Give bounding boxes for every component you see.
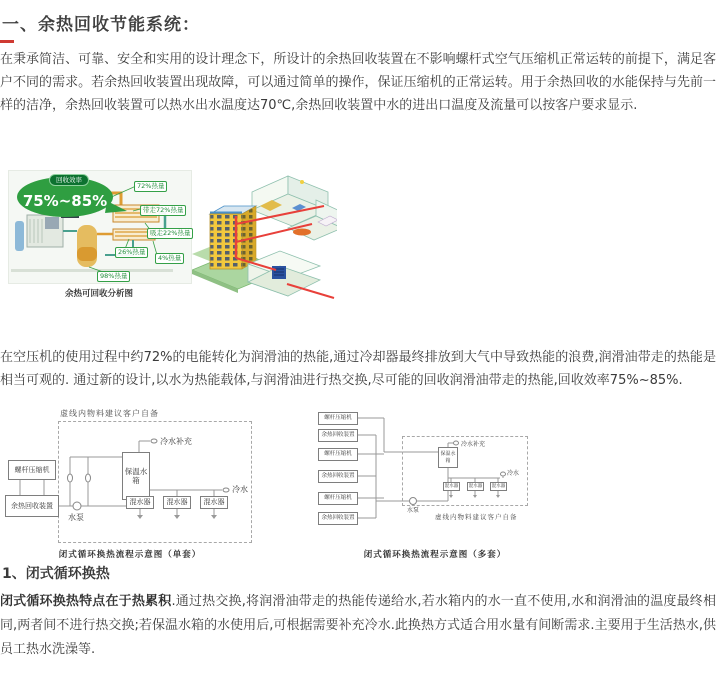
mixer-box-2: 混水器 [163, 496, 191, 509]
closed-loop-body: .通过热交换,将润滑油带走的热能传递给水,若水箱内的水一直不使用,水和润滑油的温度最终相同,两者间不进行热交换;若保温水箱的水使用后,可根据需要补充冷水.此换热方式适合用水量有间断需求.主要用于生活热水,供员工热水洗澡等. [0, 594, 716, 657]
cold-water-supply-label: 冷水补充 [160, 437, 192, 446]
recovery-device-box: 余热回收装置 [5, 495, 59, 517]
heat-recovery-analysis-figure [8, 170, 190, 304]
pump-label-multi: 水泵 [407, 507, 420, 514]
page-title: 一、余热回收节能系统： [2, 15, 200, 35]
closed-loop-lead: 闭式循环换热特点在于热累积 [0, 594, 172, 609]
mixer-box-3: 混水器 [200, 496, 228, 509]
insulated-tank-box-multi: 保温水箱 [438, 447, 458, 468]
efficiency-value: 75%~85% [22, 192, 108, 210]
flow-diagrams-row [0, 408, 716, 573]
flow-diagram-single [0, 408, 305, 573]
compressor-box-2: 螺杆压缩机 [318, 448, 358, 461]
title-red-underline [0, 40, 14, 43]
mixer-box-multi-1: 混水器 [443, 482, 460, 491]
recovery-box-1: 余热回收装置 [318, 429, 358, 442]
mixer-box-multi-3: 混水器 [490, 482, 507, 491]
mixer-box-multi-2: 混水器 [467, 482, 484, 491]
section-heading: 1、闭式循环换热 [2, 566, 110, 582]
flow-diagram-multi [315, 408, 716, 573]
compressor-box: 螺杆压缩机 [8, 460, 56, 480]
customer-scope-dashed-box [58, 421, 252, 543]
heat-label-carry-72: 带走72%热量 [140, 205, 186, 216]
recovery-box-3: 余热回收装置 [318, 512, 358, 525]
heat-label-4: 4%热量 [155, 253, 184, 264]
closed-loop-paragraph [0, 590, 716, 662]
cold-water-label-multi: 冷水 [507, 470, 520, 477]
self-provide-note: 虚线内物料建议客户自备 [60, 409, 159, 418]
flow-multi-caption: 闭式循环换热流程示意图（多套） [363, 550, 507, 560]
building-illustration-drawing [192, 166, 337, 306]
pump-label: 水泵 [68, 513, 84, 522]
flow-single-caption: 闭式循环换热流程示意图（单套） [58, 550, 202, 560]
intro-paragraph: 在秉承简洁、可靠、安全和实用的设计理念下，所设计的余热回收装置在不影响螺杆式空气压缩机正常运转的前提下，满足客户不同的需求。若余热回收装置出现故障，可以通过简单的操作，保证压缩机的正常运转。用于余热回收的水能保持与先前一样的洁净，余热回收装置可以热水出水温度达70℃,余热回收装置中水的进出口温度及流量可以按客户要求显示. [0, 52, 716, 113]
efficiency-bubble-title: 回收效率 [49, 174, 89, 186]
cold-water-label: 冷水 [232, 485, 248, 494]
schematic-panel [8, 170, 192, 284]
heat-label-absorb-22: 吸走22%热量 [147, 228, 193, 239]
recovery-box-2: 余热回收装置 [318, 470, 358, 483]
energy-explanation-paragraph: 在空压机的使用过程中约72%的电能转化为润滑油的热能,通过冷却器最终排放到大气中导致热能的浪费,润滑油带走的热能是相当可观的. 通过新的设计,以水为热能载体,与润滑油进行热交换,尽可能的回收润滑油带走的热能,回收效率75%~85%. [0, 350, 716, 388]
mixer-box-1: 混水器 [126, 496, 154, 509]
heat-label-98: 98%热量 [97, 271, 130, 282]
figures-row [0, 170, 716, 310]
building-illustration [192, 166, 337, 306]
self-provide-note-multi: 虚线内物料建议客户自备 [435, 513, 518, 521]
heat-label-26: 26%热量 [115, 247, 148, 258]
compressor-box-3: 螺杆压缩机 [318, 492, 358, 505]
insulated-tank-box: 保温水箱 [122, 452, 150, 500]
heat-label-72: 72%热量 [134, 181, 167, 192]
cold-water-supply-label-multi: 冷水补充 [461, 441, 486, 448]
compressor-box-1: 螺杆压缩机 [318, 412, 358, 425]
analysis-figure-caption: 余热可回收分析图 [64, 289, 133, 299]
